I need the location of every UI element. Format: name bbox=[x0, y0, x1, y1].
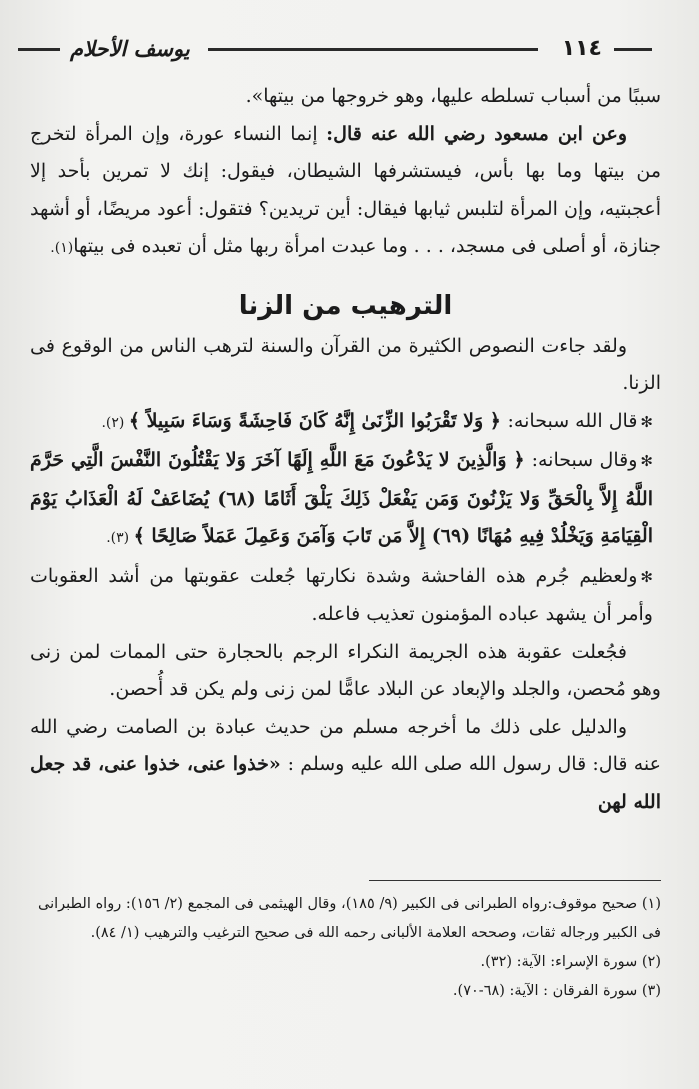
bullet-star-icon: ✻ bbox=[640, 567, 653, 586]
page-number: ١١٤ bbox=[561, 36, 602, 61]
footnote-ref-3: (٣). bbox=[106, 530, 134, 546]
footnote-ref-1: (١). bbox=[50, 240, 74, 256]
paragraph-1: سببًا من أسباب تسلطه عليها، وهو خروجها من بيتها». bbox=[245, 85, 661, 107]
hadith-quote: «خذوا عنى، خذوا عنى، قد جعل الله لهن bbox=[30, 753, 661, 813]
paragraph-8 bbox=[30, 709, 661, 822]
footnote-3: (٣) سورة الفرقان : الآية: (٦٨-٧٠). bbox=[452, 983, 661, 999]
footnote-ref-2: (٢). bbox=[101, 414, 129, 431]
paragraph-3: ولقد جاءت النصوص الكثيرة من القرآن والسنة لترهب الناس من الوقوع فى الزنا. bbox=[30, 334, 661, 394]
paragraph-6-text: ولعظيم جُرم هذه الفاحشة وشدة نكارتها جُعلت عقوبتها من أشد العقوبات وأمر أن يشهد عباده المؤمنون تعذيب فاعله. bbox=[30, 564, 653, 625]
paragraph-7: فجُعلت عقوبة هذه الجريمة النكراء الرجم بالحجارة حتى الممات لمن زنى وهو مُحصن، والجلد والإبعاد عن البلاد عامًّا لمن زنى ولم يكن قد أُحصن. bbox=[30, 640, 661, 700]
paragraph-8-text: والدليل على ذلك ما أخرجه مسلم من حديث عبادة بن الصامت رضي الله عنه قال: قال رسول الله صلى الله عليه وسلم : bbox=[30, 715, 661, 775]
running-title: يوسف الأحلام bbox=[70, 37, 190, 61]
ibn-masud-text: إنما النساء عورة، وإن المرأة لتخرج من بيتها وما بها بأس، فيستشرفها الشيطان، فيقول: إنك لا تمرين بأحد إلا أعجبتيه، وإن المرأة لتلبس ثيابها فيقال: أين تريدين؟ فتقول: أعود مريضًا، أو أشهد جنازة، أو أصلى فى مسجد، . . . وما عبدت امرأة ربها مثل أن تعبده فى بيتها bbox=[30, 122, 661, 257]
footnote-2: (٢) سورة الإسراء: الآية: (٣٢). bbox=[480, 954, 661, 970]
ibn-masud-intro: وعن ابن مسعود رضي الله عنه قال: bbox=[326, 122, 627, 145]
paragraph-5 bbox=[30, 442, 661, 558]
footnote-1: (١) صحيح موقوف:رواه الطبرانى فى الكبير (٩/ ١٨٥)، وقال الهيثمى فى المجمع (٢/ ١٥٦): رواه الطبرانى فى الكبير ورجاله ثقات، وصححه العلامة الألبانى رحمه الله فى صحيح الترغيب والترهيب (١/ ٨٤). bbox=[38, 896, 661, 941]
bullet-star-icon: ✻ bbox=[640, 452, 653, 470]
section-heading: الترهيب من الزنا bbox=[238, 290, 453, 321]
main-text bbox=[30, 78, 661, 821]
footnotes bbox=[38, 890, 661, 1006]
header-rule-right bbox=[614, 48, 652, 51]
page-header bbox=[18, 36, 682, 66]
paragraph-4 bbox=[30, 403, 661, 443]
footnote-separator bbox=[369, 880, 661, 881]
paragraph-2 bbox=[30, 116, 661, 268]
verse-2: ﴿ وَالَّذِينَ لا يَدْعُونَ مَعَ اللَّهِ إِلَهًا آخَرَ وَلا يَقْتُلُونَ النَّفْسَ الَّتِي حَرَّمَ اللَّهُ إِلاَّ بِالْحَقِّ وَلا يَزْنُونَ وَمَن يَفْعَلْ ذَلِكَ يَلْقَ أَثَامًا (٦٨) يُضَاعَفْ لَهُ الْعَذَابُ يَوْمَ الْقِيَامَةِ وَيَخْلُدْ فِيهِ مُهَانًا (٦٩) إِلاَّ مَن تَابَ وَآمَنَ وَعَمِلَ عَمَلاً صَالِحًا ﴾ bbox=[30, 449, 653, 547]
bullet-star-icon: ✻ bbox=[640, 412, 653, 431]
paragraph-6 bbox=[30, 558, 661, 634]
verse-1: ﴿ وَلا تَقْرَبُوا الزِّنَىٰ إِنَّهُ كَانَ فَاحِشَةً وَسَاءَ سَبِيلاً ﴾ bbox=[128, 409, 508, 432]
verse-2-intro: وقال سبحانه: bbox=[531, 449, 638, 471]
verse-1-intro: قال الله سبحانه: bbox=[507, 409, 638, 432]
header-rule-middle bbox=[208, 48, 538, 51]
header-rule-left bbox=[18, 48, 60, 51]
